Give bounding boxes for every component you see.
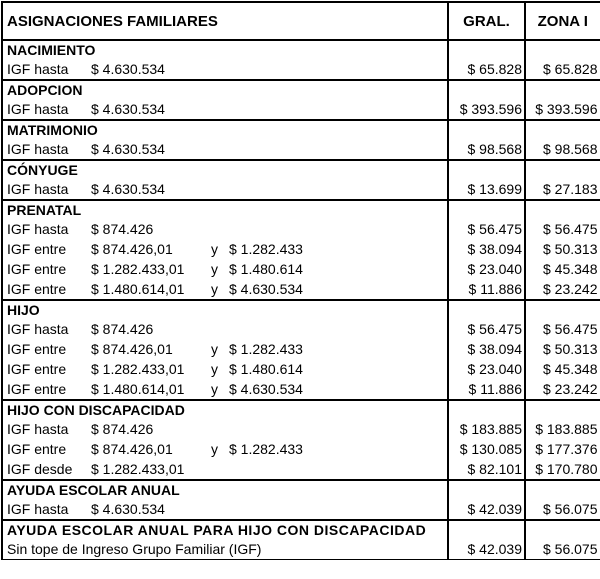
amount-gral: $ 65.828	[467, 61, 522, 77]
section-ayuda-escolar-anual-para-hijo-con-discapacidad	[2, 520, 600, 560]
amount-zona: $ 50.313	[543, 241, 598, 257]
table-row	[2, 179, 600, 200]
table-row	[2, 439, 600, 459]
range-from: $ 4.630.534	[91, 141, 165, 157]
amount-zona: $ 27.183	[543, 181, 598, 197]
section-title: MATRIMONIO	[7, 122, 98, 138]
section-nacimiento	[2, 40, 600, 80]
range-from: $ 874.426	[91, 221, 154, 237]
amount-zona: $ 45.348	[543, 261, 598, 277]
header-col-gral: GRAL.	[448, 2, 525, 40]
amount-gral: $ 56.475	[467, 221, 522, 237]
section-hijo	[2, 300, 600, 400]
row-label: IGF entre	[7, 281, 67, 297]
row-label: IGF hasta	[7, 221, 69, 237]
table-row	[2, 379, 600, 400]
range-from: $ 1.480.614,01	[91, 281, 185, 297]
amount-gral: $ 393.596	[459, 101, 522, 117]
range-from: $ 874.426,01	[91, 341, 173, 357]
range-from: $ 4.630.534	[91, 181, 165, 197]
range-to: $ 4.630.534	[229, 281, 303, 297]
amount-gral: $ 38.094	[467, 241, 522, 257]
row-label: IGF hasta	[7, 321, 69, 337]
table-row	[2, 239, 600, 259]
section-matrimonio	[2, 120, 600, 160]
amount-gral: $ 56.475	[467, 321, 522, 337]
range-from: $ 874.426	[91, 321, 154, 337]
table-row	[2, 219, 600, 239]
row-label: IGF entre	[7, 341, 67, 357]
row-label: IGF entre	[7, 261, 67, 277]
row-label: IGF hasta	[7, 61, 69, 77]
amount-gral: $ 130.085	[459, 441, 522, 457]
row-label: IGF desde	[7, 461, 73, 477]
amount-gral: $ 42.039	[467, 541, 522, 557]
table-row	[2, 279, 600, 300]
section-title: CÓNYUGE	[7, 162, 78, 178]
section-title: AYUDA ESCOLAR ANUAL PARA HIJO CON DISCAPACIDAD	[7, 522, 427, 538]
range-from: $ 874.426	[91, 421, 154, 437]
amount-gral: $ 11.886	[468, 281, 522, 297]
table-row	[2, 139, 600, 160]
amount-gral: $ 42.039	[467, 501, 522, 517]
amount-zona: $ 98.568	[543, 141, 598, 157]
section-ayuda-escolar-anual	[2, 480, 600, 520]
range-from: $ 4.630.534	[91, 61, 165, 77]
table-row	[2, 319, 600, 339]
row-label: IGF entre	[7, 441, 67, 457]
amount-zona: $ 56.475	[543, 221, 598, 237]
amount-zona: $ 23.242	[543, 281, 598, 297]
table-row	[2, 419, 600, 439]
section-title: HIJO	[7, 302, 40, 318]
table-row	[2, 259, 600, 279]
range-from: $ 1.282.433,01	[91, 461, 185, 477]
table-row	[2, 339, 600, 359]
row-label: Sin tope de Ingreso Grupo Familiar (IGF)	[7, 541, 262, 557]
range-to: $ 1.282.433	[229, 241, 303, 257]
row-label: IGF hasta	[7, 421, 69, 437]
range-to: $ 1.480.614	[229, 261, 303, 277]
table-row	[2, 459, 600, 480]
table-row	[2, 539, 600, 560]
range-to: $ 1.282.433	[229, 441, 303, 457]
range-conjunction: y	[211, 241, 218, 257]
row-label: IGF entre	[7, 241, 67, 257]
range-conjunction: y	[211, 361, 218, 377]
section-c-nyuge	[2, 160, 600, 200]
row-label: IGF hasta	[7, 501, 69, 517]
range-from: $ 4.630.534	[91, 501, 165, 517]
range-conjunction: y	[211, 381, 218, 397]
row-label: IGF entre	[7, 361, 67, 377]
section-title: ADOPCION	[7, 82, 83, 98]
amount-zona: $ 45.348	[543, 361, 598, 377]
section-prenatal	[2, 200, 600, 300]
range-to: $ 1.480.614	[229, 361, 303, 377]
range-from: $ 1.480.614,01	[91, 381, 185, 397]
amount-gral: $ 11.886	[468, 381, 522, 397]
amount-gral: $ 13.699	[467, 181, 522, 197]
amount-gral: $ 23.040	[467, 261, 522, 277]
header-title: ASIGNACIONES FAMILIARES	[2, 2, 448, 40]
range-from: $ 874.426,01	[91, 241, 173, 257]
range-from: $ 4.630.534	[91, 101, 165, 117]
amount-gral: $ 23.040	[467, 361, 522, 377]
row-label: IGF hasta	[7, 141, 69, 157]
header-col-zona: ZONA I	[525, 2, 600, 40]
amount-zona: $ 56.075	[543, 501, 598, 517]
amount-zona: $ 56.475	[543, 321, 598, 337]
amount-zona: $ 393.596	[535, 101, 598, 117]
row-label: IGF entre	[7, 381, 67, 397]
asignaciones-table	[1, 1, 600, 560]
table-row	[2, 59, 600, 80]
range-to: $ 4.630.534	[229, 381, 303, 397]
table-row	[2, 499, 600, 520]
amount-zona: $ 56.075	[543, 541, 598, 557]
range-conjunction: y	[211, 341, 218, 357]
amount-zona: $ 170.780	[535, 461, 598, 477]
amount-zona: $ 65.828	[543, 61, 598, 77]
section-adopcion	[2, 80, 600, 120]
amount-gral: $ 38.094	[467, 341, 522, 357]
range-conjunction: y	[211, 261, 218, 277]
range-conjunction: y	[211, 441, 218, 457]
row-label: IGF hasta	[7, 101, 69, 117]
amount-zona: $ 50.313	[543, 341, 598, 357]
range-from: $ 874.426,01	[91, 441, 173, 457]
amount-zona: $ 177.376	[535, 441, 598, 457]
section-hijo-con-discapacidad	[2, 400, 600, 480]
range-to: $ 1.282.433	[229, 341, 303, 357]
range-from: $ 1.282.433,01	[91, 361, 185, 377]
range-conjunction: y	[211, 281, 218, 297]
section-title: AYUDA ESCOLAR ANUAL	[7, 482, 180, 498]
table-row	[2, 99, 600, 120]
range-from: $ 1.282.433,01	[91, 261, 185, 277]
section-title: PRENATAL	[7, 202, 82, 218]
amount-gral: $ 98.568	[467, 141, 522, 157]
row-label: IGF hasta	[7, 181, 69, 197]
section-title: NACIMIENTO	[7, 42, 96, 58]
section-title: HIJO CON DISCAPACIDAD	[7, 402, 185, 418]
amount-gral: $ 183.885	[459, 421, 522, 437]
table-header	[2, 2, 600, 40]
amount-zona: $ 183.885	[535, 421, 598, 437]
amount-gral: $ 82.101	[467, 461, 522, 477]
amount-zona: $ 23.242	[543, 381, 598, 397]
table-row	[2, 359, 600, 379]
